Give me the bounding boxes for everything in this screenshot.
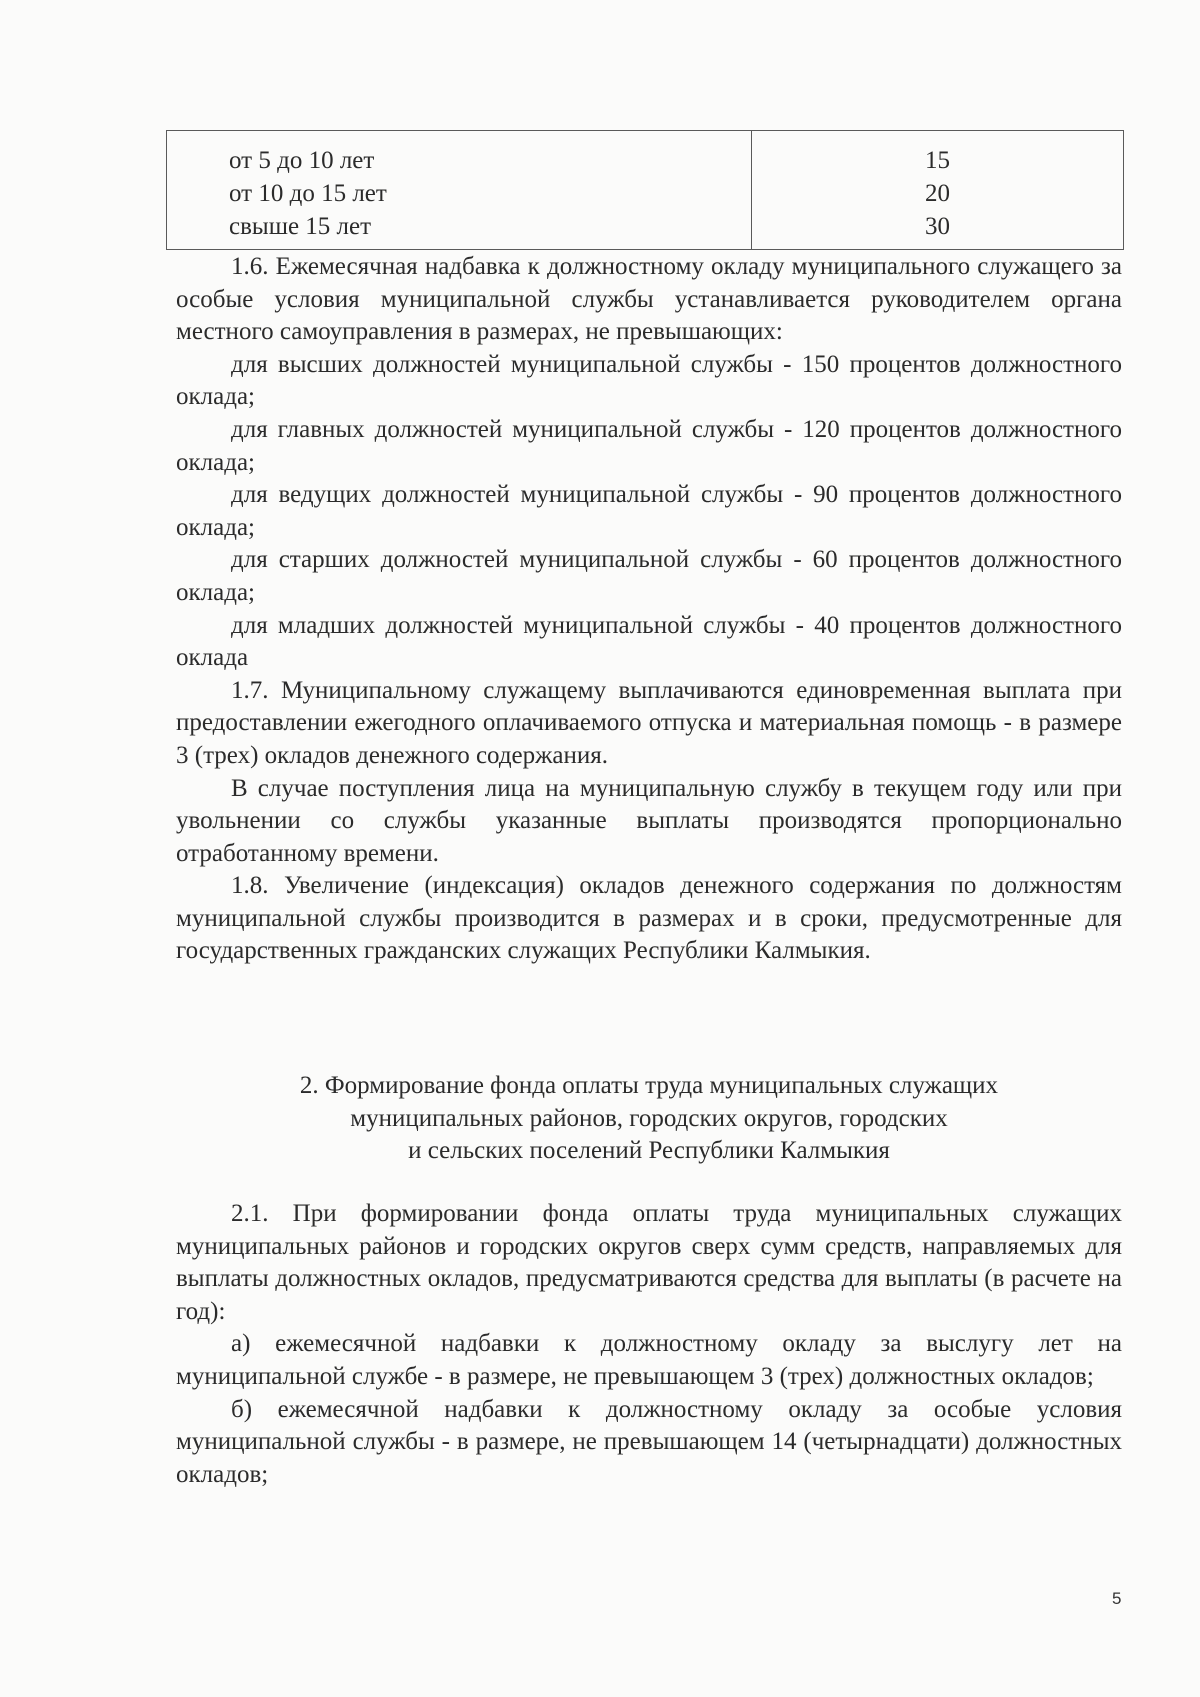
paragraph-1-6: 1.6. Ежемесячная надбавка к должностному окладу муниципального служащего за особые условия муниципальной службы устанавливается руководителем органа местного самоуправления в размерах, не превышающих: [176, 253, 1122, 346]
paragraph-proportional-payments: В случае поступления лица на муниципальную службу в текущем году или при увольнении со службы указанные выплаты производятся пропорционально отработанному времени. [176, 774, 1122, 867]
heading-line: и сельских поселений Республики Калмыкия [408, 1137, 890, 1165]
paragraph-leading-positions: для ведущих должностей муниципальной службы - 90 процентов должностного оклада; [176, 481, 1122, 541]
table-label: от 5 до 10 лет [229, 147, 375, 174]
page-number: 5 [1112, 1589, 1122, 1608]
table-value: 30 [925, 213, 950, 240]
paragraph-1-8: 1.8. Увеличение (индексация) окладов денежного содержания по должностям муниципальной службы производится в размерах и в сроки, предусмотренные для государственных гражданских служащих Республики Калмыкия. [176, 872, 1122, 965]
section-2-heading [176, 1070, 1122, 1168]
table-value: 15 [925, 147, 950, 174]
paragraph-2-1-a: а) ежемесячной надбавки к должностному окладу за выслугу лет на муниципальной службе - в размере, не превышающем 3 (трех) должностных окладов; [176, 1330, 1122, 1390]
paragraph-1-7: 1.7. Муниципальному служащему выплачиваются единовременная выплата при предоставлении ежегодного оплачиваемого отпуска и материальная помощь - в размере 3 (трех) окладов денежного содержания. [176, 676, 1122, 769]
paragraph-highest-positions: для высших должностей муниципальной службы - 150 процентов должностного оклада; [176, 350, 1122, 411]
paragraph-2-1: 2.1. При формировании фонда оплаты труда муниципальных служащих муниципальных районов и городских округов сверх сумм средств, направляемых для выплаты должностных окладов, предусматриваются средства для выплаты (в расчете на год): [176, 1200, 1122, 1325]
paragraph-main-positions: для главных должностей муниципальной службы - 120 процентов должностного оклада; [176, 415, 1122, 476]
section-1-text [176, 251, 1122, 968]
paragraph-2-1-b: б) ежемесячной надбавки к должностному окладу за особые условия муниципальной службы - в размере, не превышающем 14 (четырнадцати) должностных окладов; [176, 1395, 1122, 1488]
table-value: 20 [925, 180, 950, 207]
table-row [167, 131, 1124, 250]
seniority-label-cell [167, 131, 752, 250]
paragraph-senior-positions: для старших должностей муниципальной службы - 60 процентов должностного оклада; [176, 546, 1122, 606]
paragraph-junior-positions: для младших должностей муниципальной службы - 40 процентов должностного оклада [176, 611, 1122, 672]
section-2-text [176, 1198, 1122, 1491]
table-label: от 10 до 15 лет [229, 180, 387, 207]
heading-line: 2. Формирование фонда оплаты труда муниципальных служащих [299, 1072, 999, 1099]
table-label: свыше 15 лет [229, 213, 372, 240]
heading-line: муниципальных районов, городских округов, городских [350, 1104, 948, 1132]
percent-value-cell [752, 131, 1124, 250]
seniority-table [166, 130, 1124, 250]
